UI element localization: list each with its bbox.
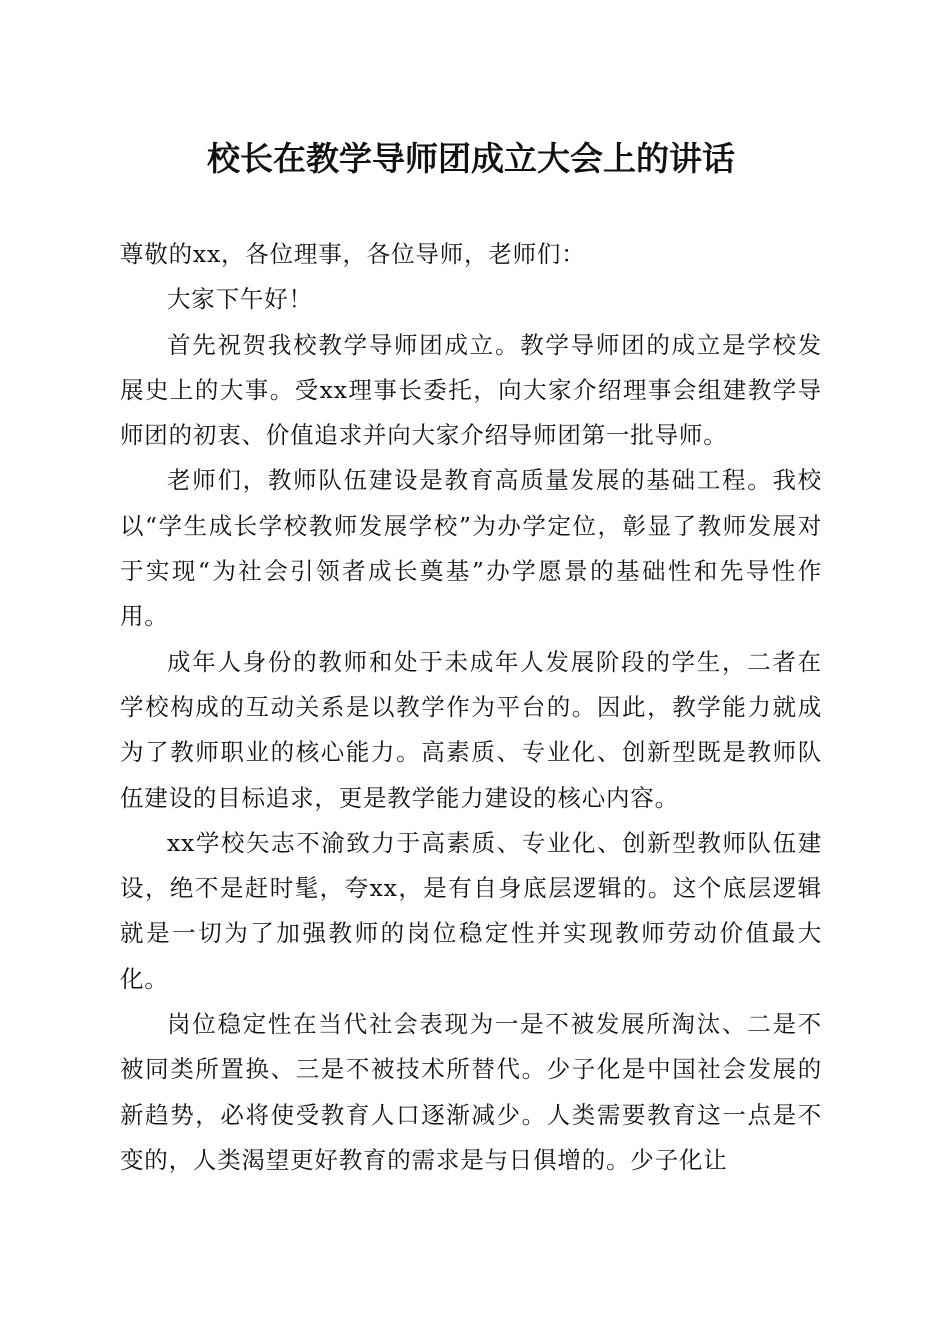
document-body: [120, 232, 822, 1183]
paragraph: 首先祝贺我校教学导师团成立。教学导师团的成立是学校发展史上的大事。受xx理事长委托，向大家介绍理事会组建教学导师团的初衷、价值追求并向大家介绍导师团第一批导师。: [120, 330, 822, 450]
salutation: 尊敬的xx，各位理事，各位导师，老师们：: [120, 240, 586, 268]
document-title: 校长在教学导师团成立大会上的讲话: [207, 139, 735, 178]
paragraph-greeting: 大家下午好！: [167, 285, 313, 314]
paragraph: 老师们，教师队伍建设是教育高质量发展的基础工程。我校以“学生成长学校教师发展学校”为办学定位，彰显了教师发展对于实现“为社会引领者成长奠基”办学愿景的基础性和先导性作用。: [120, 466, 822, 631]
paragraph: 成年人身份的教师和处于未成年人发展阶段的学生，二者在学校构成的互动关系是以教学作为平台的。因此，教学能力就成为了教师职业的核心能力。高素质、专业化、创新型既是教师队伍建设的目标追求，更是教学能力建设的核心内容。: [120, 647, 822, 812]
paragraph: 岗位稳定性在当代社会表现为一是不被发展所淘汰、二是不被同类所置换、三是不被技术所替代。少子化是中国社会发展的新趋势，必将使受教育人口逐渐减少。人类需要教育这一点是不变的，人类渴望更好教育的需求是与日俱增的。少子化让: [120, 1010, 822, 1174]
paragraph: xx学校矢志不渝致力于高素质、专业化、创新型教师队伍建设，绝不是赶时髦，夸xx，是有自身底层逻辑的。这个底层逻辑就是一切为了加强教师的岗位稳定性并实现教师劳动价值最大化。: [120, 828, 822, 993]
